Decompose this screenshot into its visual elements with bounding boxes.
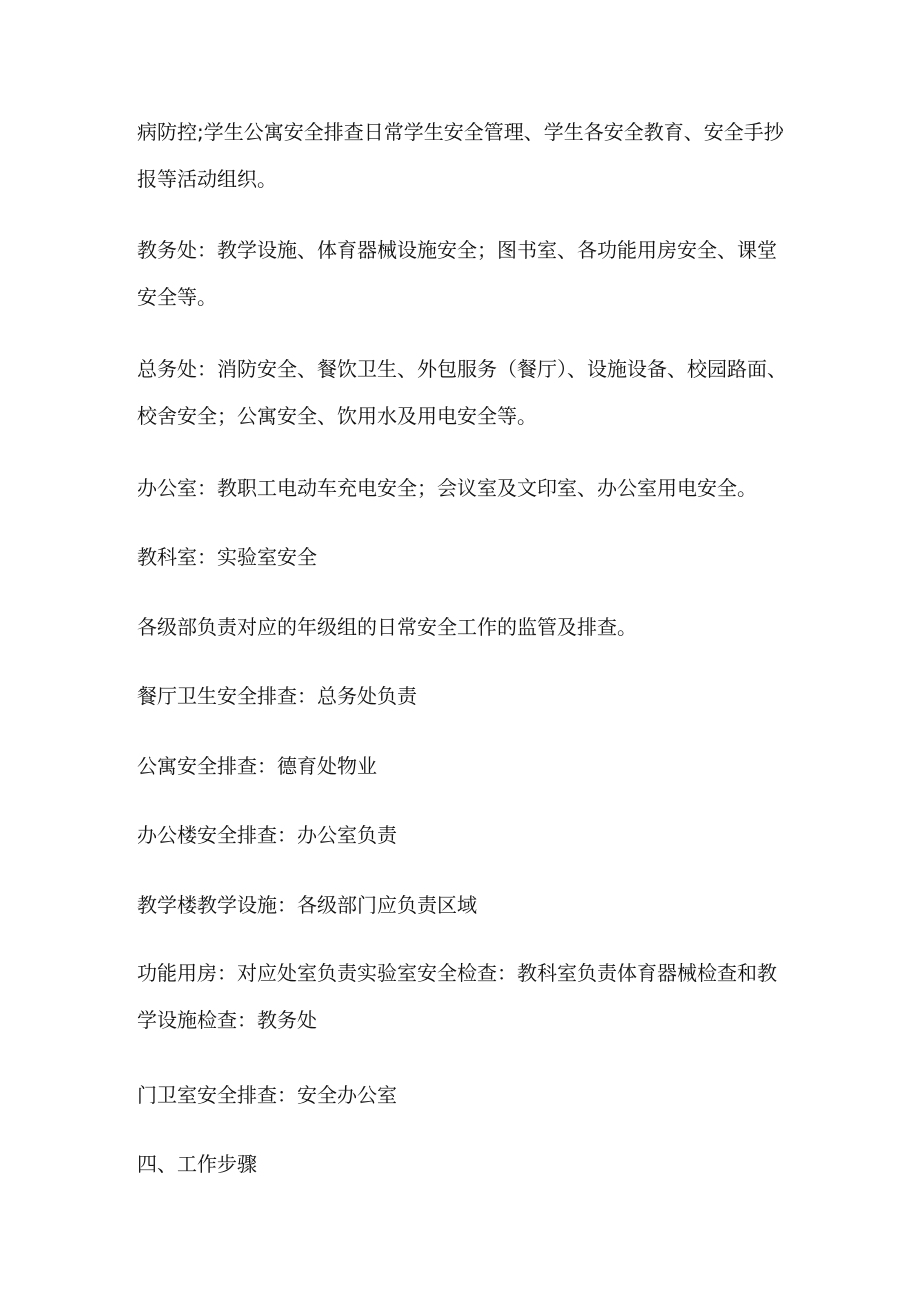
section-heading-work-steps: 四、工作步骤 <box>137 1152 257 1176</box>
paragraph-office: 办公室：教职工电动车充电安全；会议室及文印室、办公室用电安全。 <box>137 476 757 500</box>
paragraph-teaching-building: 教学楼教学设施：各级部门应负责区域 <box>137 893 477 917</box>
paragraph-gatehouse: 门卫室安全排查：安全办公室 <box>137 1083 397 1107</box>
paragraph-epidemic-and-dormitory: 病防控;学生公寓安全排查日常学生安全管理、学生各安全教育、安全手抄报等活动组织。 <box>137 120 784 191</box>
paragraph-dormitory-inspection: 公寓安全排查：德育处物业 <box>137 754 377 778</box>
paragraph-grade-departments: 各级部负责对应的年级组的日常安全工作的监管及排查。 <box>137 615 637 639</box>
paragraph-office-building: 办公楼安全排查：办公室负责 <box>137 823 397 847</box>
paragraph-research-office: 教科室：实验室安全 <box>137 545 317 569</box>
paragraph-canteen-inspection: 餐厅卫生安全排查：总务处负责 <box>137 684 417 708</box>
paragraph-general-affairs: 总务处：消防安全、餐饮卫生、外包服务（餐厅）、设施设备、校园路面、校舍安全；公寓安全、饮用水及用电安全等。 <box>137 357 787 428</box>
paragraph-function-rooms: 功能用房：对应处室负责实验室安全检查：教科室负责体育器械检查和教学设施检查：教务处 <box>137 961 777 1032</box>
paragraph-academic-affairs: 教务处：教学设施、体育器械设施安全；图书室、各功能用房安全、课堂安全等。 <box>137 238 777 309</box>
